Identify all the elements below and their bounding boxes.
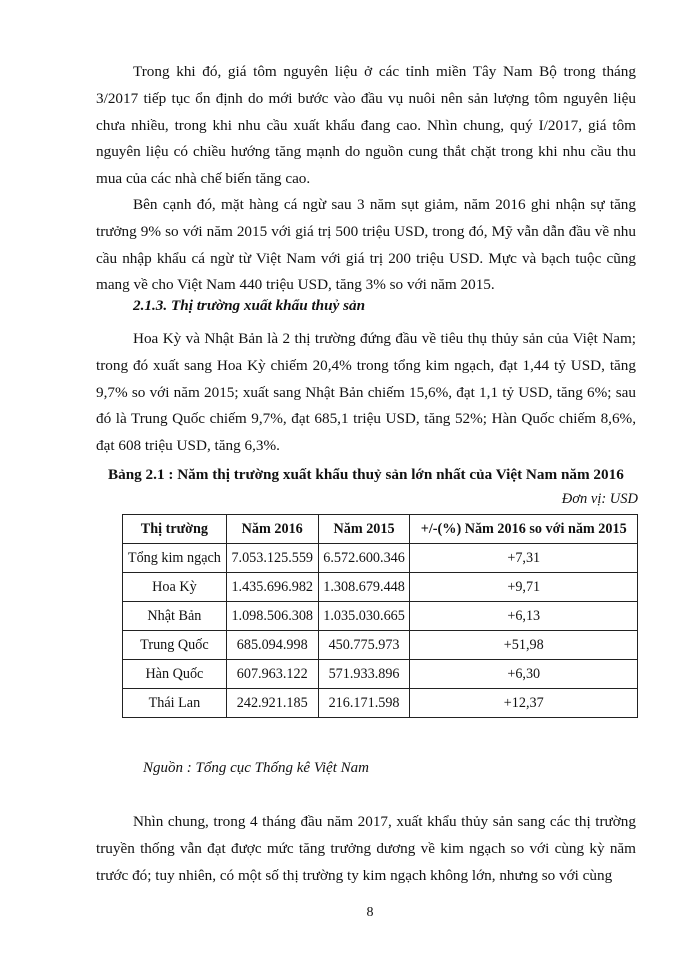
page-number: 8 — [366, 905, 374, 920]
cell-change: +12,37 — [410, 689, 638, 718]
cell-market: Tổng kim ngạch — [123, 544, 227, 573]
table-row — [123, 602, 638, 631]
cell-market: Hàn Quốc — [123, 660, 227, 689]
cell-change: +51,98 — [410, 631, 638, 660]
cell-change: +9,71 — [410, 573, 638, 602]
cell-2016: 607.963.122 — [226, 660, 318, 689]
cell-2016: 242.921.185 — [226, 689, 318, 718]
table-row — [123, 689, 638, 718]
cell-2015: 6.572.600.346 — [318, 544, 410, 573]
column-header-change: +/-(%) Năm 2016 so với năm 2015 — [410, 515, 638, 544]
cell-2015: 571.933.896 — [318, 660, 410, 689]
cell-2016: 1.435.696.982 — [226, 573, 318, 602]
column-header-2015: Năm 2015 — [318, 515, 410, 544]
cell-2015: 1.035.030.665 — [318, 602, 410, 631]
cell-2015: 216.171.598 — [318, 689, 410, 718]
cell-change: +6,30 — [410, 660, 638, 689]
section-heading: 2.1.3. Thị trường xuất khẩu thuỷ sản — [133, 297, 366, 314]
table-row — [123, 631, 638, 660]
table-header-row — [123, 515, 638, 544]
cell-2015: 1.308.679.448 — [318, 573, 410, 602]
table-source: Nguồn : Tổng cục Thống kê Việt Nam — [143, 760, 369, 776]
cell-2016: 1.098.506.308 — [226, 602, 318, 631]
cell-2015: 450.775.973 — [318, 631, 410, 660]
cell-market: Hoa Kỳ — [123, 573, 227, 602]
paragraph-shrimp-prices: Trong khi đó, giá tôm nguyên liệu ở các tỉnh miền Tây Nam Bộ trong tháng 3/2017 tiếp tục ổn định do mới bước vào đầu vụ nuôi nên sản lượng tôm nguyên liệu chưa nhiều, trong khi nhu cầu xuất khẩu đang cao. Nhìn chung, quý I/2017, giá tôm nguyên liệu có chiều hướng tăng mạnh do nguồn cung thắt chặt trong khi nhu cầu thu mua của các nhà chế biến tăng cao. — [96, 63, 636, 188]
column-header-2016: Năm 2016 — [226, 515, 318, 544]
cell-2016: 685.094.998 — [226, 631, 318, 660]
cell-market: Trung Quốc — [123, 631, 227, 660]
paragraph-export-markets: Hoa Kỳ và Nhật Bản là 2 thị trường đứng đầu về tiêu thụ thủy sản của Việt Nam; trong đó xuất sang Hoa Kỳ chiếm 20,4% trong tổng kim ngạch, đạt 1,44 tỷ USD, tăng 9,7% so với năm 2015; xuất sang Nhật Bản chiếm 15,6%, đạt 1,1 tỷ USD, tăng 6%; sau đó là Trung Quốc chiếm 9,7%, đạt 685,1 triệu USD, tăng 52%; Hàn Quốc chiếm 8,6%, đạt 608 triệu USD, tăng 6,3%. — [96, 330, 636, 455]
cell-change: +6,13 — [410, 602, 638, 631]
cell-market: Nhật Bản — [123, 602, 227, 631]
table-caption: Bảng 2.1 : Năm thị trường xuất khẩu thuỷ sản lớn nhất của Việt Nam năm 2016 — [108, 466, 624, 483]
table-row — [123, 544, 638, 573]
cell-change: +7,31 — [410, 544, 638, 573]
cell-2016: 7.053.125.559 — [226, 544, 318, 573]
table-row — [123, 660, 638, 689]
paragraph-tuna-exports: Bên cạnh đó, mặt hàng cá ngừ sau 3 năm sụt giảm, năm 2016 ghi nhận sự tăng trưởng 9% so với năm 2015 với giá trị 500 triệu USD, trong đó, Mỹ vẫn dẫn đầu về nhu cầu nhập khẩu cá ngừ từ Việt Nam với giá trị 200 triệu USD. Mực và bạch tuộc cũng mang về cho Việt Nam 440 triệu USD, tăng 3% so với năm 2015. — [96, 196, 636, 294]
column-header-market: Thị trường — [123, 515, 227, 544]
table-unit: Đơn vị: USD — [561, 491, 638, 507]
table-row — [123, 573, 638, 602]
paragraph-early-2017-exports: Nhìn chung, trong 4 tháng đầu năm 2017, xuất khẩu thủy sản sang các thị trường truyền thống vẫn đạt được mức tăng trưởng dương về kim ngạch so với cùng kỳ năm trước đó; tuy nhiên, có một số thị trường ty kim ngạch không lớn, nhưng so với cùng — [96, 813, 636, 884]
cell-market: Thái Lan — [123, 689, 227, 718]
export-markets-table — [122, 514, 638, 718]
